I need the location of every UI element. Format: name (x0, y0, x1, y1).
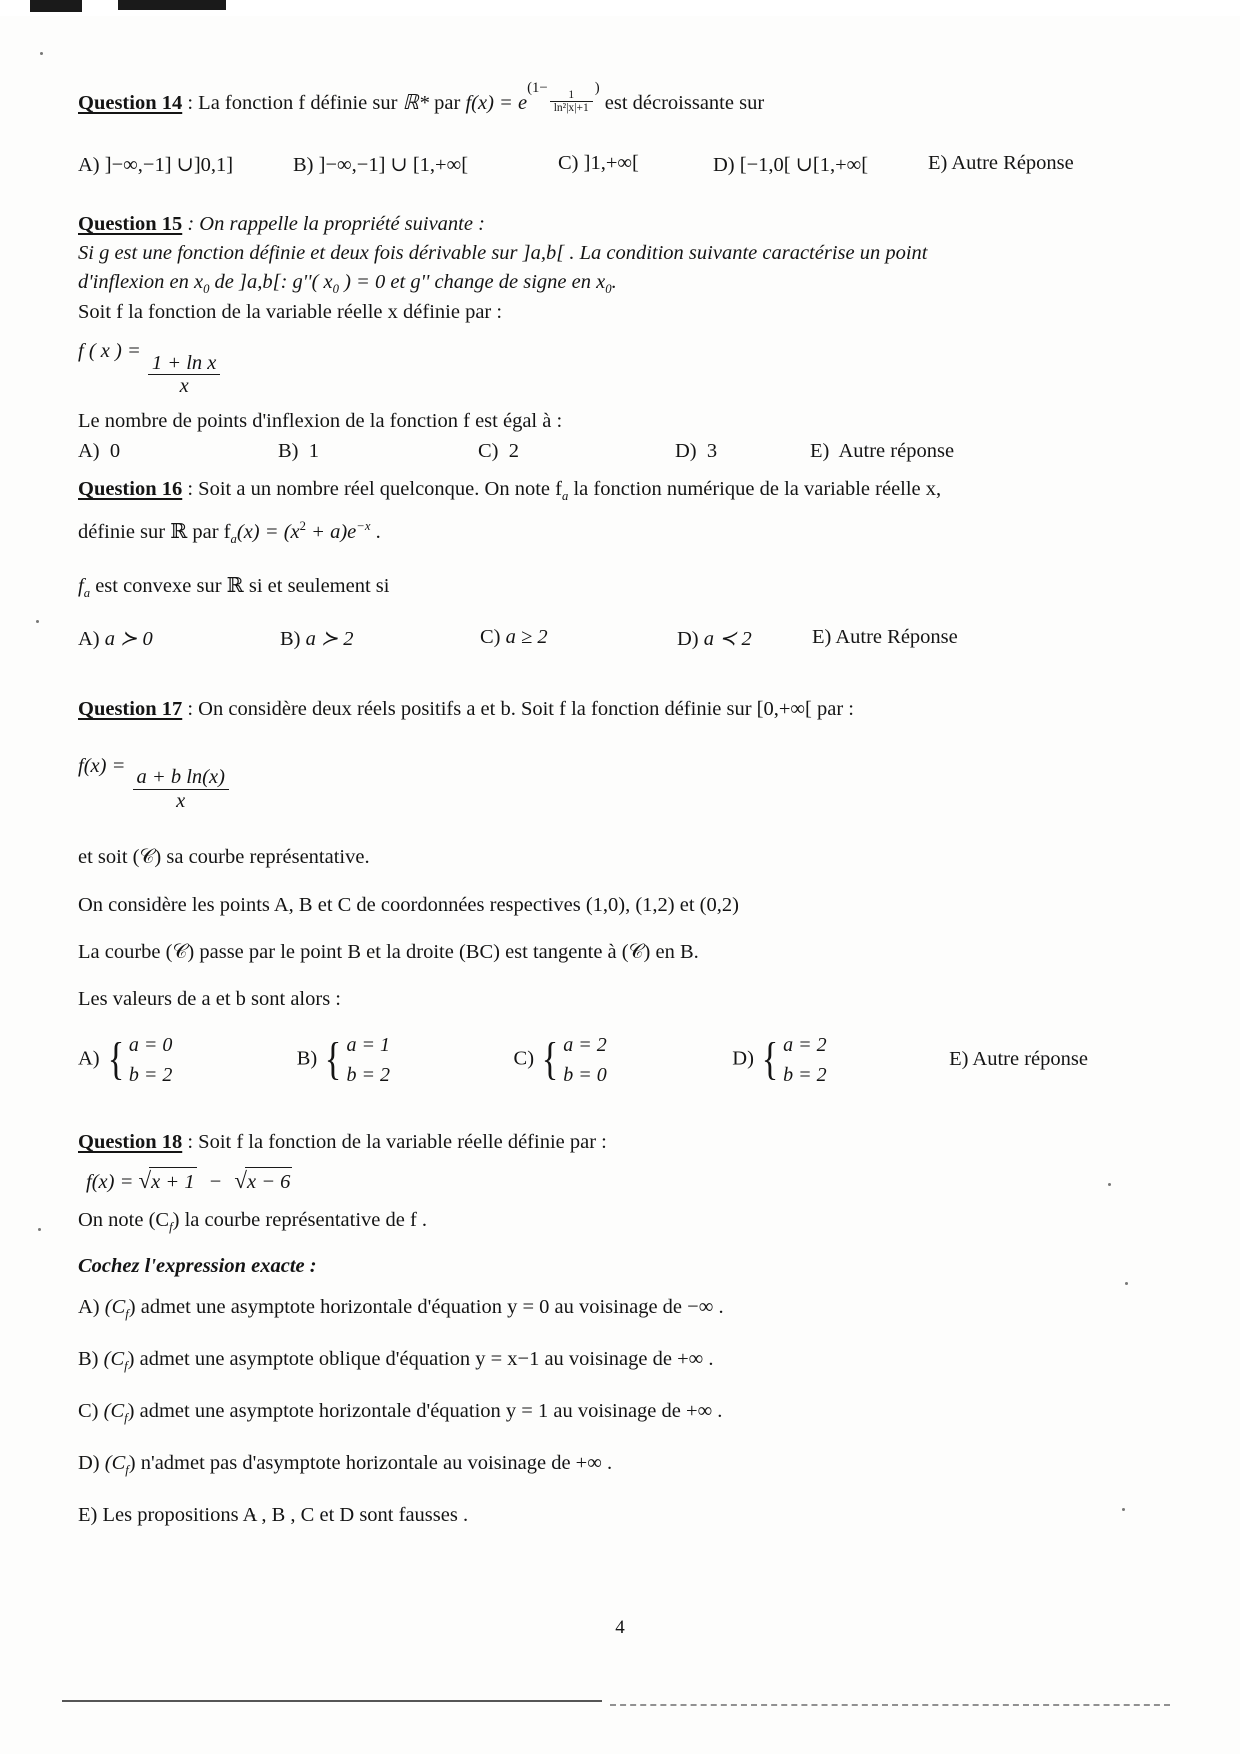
q16-option-c-text: a ≥ 2 (505, 626, 548, 649)
q17-option-d[interactable] (732, 1030, 949, 1090)
q14-exp-open: (1− (527, 80, 548, 96)
q18-option-a-prefix-sub: f (125, 1307, 129, 1322)
q17-formula-lhs: f(x) = (78, 755, 126, 778)
q16-line2-c: + a)e (306, 520, 357, 543)
brace-icon: { (761, 1033, 779, 1085)
q15-formula-fraction (148, 353, 221, 399)
q18-formula (78, 1165, 1088, 1198)
q14-label: Question 14 (78, 91, 183, 114)
scan-corner-mark-right (118, 0, 226, 10)
q16-line3-sub: a (83, 586, 91, 601)
q18-option-b-letter: B) (78, 1348, 99, 1371)
q15-line3-d: . (611, 271, 617, 294)
question-14 (78, 78, 1088, 177)
q17-option-c[interactable] (514, 1030, 733, 1090)
q14-option-c[interactable] (558, 152, 713, 177)
q14-option-e[interactable] (928, 152, 1074, 177)
q14-domain: ℝ* (402, 91, 430, 114)
q15-formula-lhs: f ( x ) = (78, 340, 141, 363)
q17-option-e-letter: E) (949, 1048, 969, 1071)
q18-sqrt-2 (234, 1165, 292, 1198)
q15-option-d[interactable] (675, 440, 810, 463)
q16-line2-b: (x) = (x (236, 520, 300, 543)
q14-option-c-letter: C) (558, 152, 579, 175)
q18-sqrt-1-radicand: x + 1 (149, 1167, 196, 1197)
q17-line-2: et soit (𝒞) sa courbe représentative. (78, 846, 370, 869)
brace-icon: { (325, 1033, 342, 1085)
q18-option-e-text: Les propositions A , B , C et D sont fausses . (102, 1504, 469, 1527)
q15-line-1 (78, 210, 1088, 239)
q18-option-e-letter: E) (78, 1504, 98, 1527)
q15-option-e-text: Autre réponse (838, 439, 955, 462)
q17-option-a-row2: b = 2 (128, 1063, 173, 1086)
q18-option-c[interactable] (78, 1397, 1088, 1427)
q17-line1-text: : On considère deux réels positifs a et b. Soit f la fonction définie sur [0,+∞[ par : (182, 698, 854, 720)
q16-line1-sub: a (561, 489, 569, 504)
q15-option-b-letter: B) (278, 439, 299, 462)
scan-speck (1122, 1508, 1125, 1511)
scan-corner-mark-left (30, 0, 82, 12)
brace-icon: { (541, 1033, 559, 1085)
q16-line2-sup: 2 (299, 519, 306, 534)
q16-option-e-letter: E) (812, 626, 832, 649)
q17-formula-denominator: x (133, 789, 229, 814)
q17-option-e[interactable] (949, 1048, 1088, 1071)
q18-option-a-prefix-b: ) (128, 1295, 136, 1318)
q16-option-c-letter: C) (480, 626, 501, 649)
q16-line-2 (78, 517, 1088, 548)
q14-option-e-letter: E) (928, 152, 948, 175)
brace-icon: { (107, 1033, 125, 1085)
q17-line-1 (78, 695, 1088, 724)
q18-option-d-prefix-a: (C (104, 1452, 126, 1475)
q18-option-d-prefix-b: ) (128, 1452, 136, 1475)
q15-line-5: Le nombre de points d'inflexion de la fonction f est égal à : (78, 409, 563, 432)
q16-line3-a: f (78, 575, 84, 598)
q17-option-d-row1: a = 2 (783, 1033, 827, 1056)
q18-option-c-prefix-b: ) (127, 1400, 135, 1423)
q18-line1-text: : Soit f la fonction de la variable réelle définie par : (182, 1131, 607, 1153)
q18-option-b-prefix-b: ) (127, 1348, 135, 1371)
scan-speck (36, 620, 39, 623)
q14-option-c-text: ]1,+∞[ (583, 152, 639, 175)
q16-label: Question 16 (78, 478, 183, 500)
q18-label: Question 18 (78, 1131, 183, 1153)
q17-option-b-row2: b = 2 (346, 1063, 390, 1086)
q16-line3-b: est convexe sur ℝ si et seulement si (90, 575, 390, 598)
q16-line-1 (78, 475, 1088, 505)
q15-option-c[interactable] (478, 440, 675, 463)
q18-option-d-prefix-sub: f (125, 1463, 129, 1478)
q17-option-a-system (105, 1030, 173, 1090)
q17-option-c-row1: a = 2 (563, 1033, 607, 1056)
q15-line-4: Soit f la fonction de la variable réelle x définie par : (78, 301, 503, 324)
q15-line3-c: ) = 0 et g'' change de signe en x (338, 271, 606, 294)
q14-intro-mid: par (429, 91, 466, 114)
q17-option-a-row1: a = 0 (128, 1033, 173, 1056)
q15-option-a-letter: A) (78, 439, 100, 462)
q18-option-a-prefix-a: (C (104, 1295, 126, 1318)
q16-line2-sup2: −x (356, 519, 371, 534)
q14-exp-denominator: ln²|x|+1 (550, 101, 593, 115)
q16-option-b[interactable] (280, 626, 480, 651)
q15-line-3 (78, 268, 1088, 298)
q18-line-1 (78, 1128, 1088, 1157)
q17-label: Question 17 (78, 698, 183, 720)
q18-sqrt-2-radicand: x − 6 (245, 1167, 292, 1197)
q16-line-3 (78, 572, 1088, 602)
q16-option-a-text: a ≻ 0 (104, 628, 153, 651)
q15-line-2: Si g est une fonction définie et deux fois dérivable sur ]a,b[ . La condition suivante caractérise un point (78, 242, 928, 265)
q14-option-d-letter: D) (713, 154, 735, 177)
q18-option-b-text: admet une asymptote oblique d'équation y = x−1 au voisinage de +∞ . (134, 1348, 714, 1371)
q16-line2-d: . (370, 520, 381, 543)
q18-option-c-text: admet une asymptote horizontale d'équation y = 1 au voisinage de +∞ . (134, 1400, 723, 1423)
q14-option-e-text: Autre Réponse (951, 152, 1074, 175)
q14-options (78, 152, 1088, 177)
q18-option-e[interactable] (78, 1501, 1088, 1530)
question-17 (78, 695, 1088, 1090)
q16-line2-sub: a (230, 532, 237, 547)
q15-option-c-text: 2 (508, 439, 519, 462)
q17-option-d-letter: D) (732, 1047, 754, 1070)
scan-speck (40, 52, 43, 55)
q15-option-e-letter: E) (810, 439, 830, 462)
q14-exp-numerator: 1 (568, 88, 575, 101)
q15-line3-sub2: 0 (332, 282, 339, 297)
q14-option-b-letter: B) (293, 154, 314, 177)
q18-sqrt-1 (139, 1165, 197, 1198)
q16-option-e[interactable] (812, 626, 958, 651)
q18-option-d-text: n'admet pas d'asymptote horizontale au voisinage de +∞ . (135, 1452, 613, 1475)
q17-option-c-row2: b = 0 (563, 1063, 607, 1086)
q15-option-b-text: 1 (308, 439, 319, 462)
q16-option-d-letter: D) (677, 628, 699, 651)
q16-option-a[interactable] (78, 626, 280, 651)
q16-line2-a: définie sur ℝ par f (78, 520, 231, 543)
q17-options (78, 1030, 1088, 1090)
q14-function-lhs: f(x) = e (465, 91, 528, 114)
q14-option-d[interactable] (713, 152, 928, 177)
scan-bottom-border (62, 1700, 602, 1702)
q14-intro-before: : La fonction f définie sur (182, 91, 403, 114)
q15-option-d-text: 3 (706, 439, 718, 462)
q14-option-b-text: ]−∞,−1] ∪ [1,+∞[ (318, 154, 469, 177)
q17-formula-numerator: a + b ln(x) (136, 766, 225, 789)
q18-option-c-prefix-sub: f (124, 1411, 128, 1426)
q17-option-b[interactable] (297, 1030, 514, 1090)
q18-line2-b: ) la courbe représentative de f . (172, 1208, 428, 1231)
radical-icon: √ (234, 1168, 247, 1194)
q17-option-b-row1: a = 1 (346, 1033, 390, 1056)
q15-line1-text: : On rappelle la propriété suivante : (182, 213, 485, 235)
q15-option-c-letter: C) (478, 439, 499, 462)
page-number: 4 (615, 1617, 625, 1638)
q18-formula-minus: − (209, 1171, 222, 1194)
q14-exp-fraction (550, 89, 593, 115)
scan-speck (1125, 1282, 1128, 1285)
q17-line-4: La courbe (𝒞) passe par le point B et la droite (BC) est tangente à (𝒞) en B. (78, 940, 699, 963)
q15-option-b[interactable] (278, 440, 478, 463)
q15-option-a-text: 0 (109, 439, 121, 462)
q14-exponent (527, 78, 600, 115)
q18-option-b[interactable] (78, 1345, 1088, 1375)
q18-option-d-letter: D) (78, 1452, 100, 1475)
q18-option-c-prefix-a: (C (103, 1400, 125, 1423)
q18-option-b-prefix-sub: f (124, 1359, 128, 1374)
q15-formula-denominator: x (148, 374, 221, 399)
q18-option-b-prefix-a: (C (103, 1348, 125, 1371)
q15-label: Question 15 (78, 213, 183, 235)
q15-option-e[interactable] (810, 440, 954, 463)
q17-line-5: Les valeurs de a et b sont alors : (78, 987, 342, 1010)
q17-formula (78, 752, 1088, 813)
q15-line3-a: d'inflexion en x (78, 271, 204, 294)
q14-option-b[interactable] (293, 152, 558, 177)
q16-option-b-text: a ≻ 2 (305, 628, 354, 651)
q15-line3-sub1: 0 (203, 282, 210, 297)
scan-speck (38, 1228, 41, 1231)
q16-option-b-letter: B) (280, 628, 301, 651)
q16-option-e-text: Autre Réponse (835, 626, 958, 649)
q18-option-a[interactable] (78, 1293, 1088, 1323)
q17-option-c-letter: C) (513, 1047, 535, 1070)
q14-statement (78, 78, 1088, 118)
q16-line1-a: : Soit a un nombre réel quelconque. On note f (182, 478, 562, 500)
q18-line2-a: On note (C (78, 1208, 170, 1231)
q14-exp-close: ) (594, 80, 600, 96)
q14-option-d-text: [−1,0[ ∪[1,+∞[ (739, 154, 869, 177)
q17-line-3: On considère les points A, B et C de coordonnées respectives (1,0), (1,2) et (0,2) (78, 893, 739, 916)
q15-line3-sub3: 0 (605, 282, 612, 297)
q17-option-b-system (322, 1030, 390, 1090)
q15-option-a[interactable] (78, 440, 278, 463)
q14-intro-after: est décroissante sur (599, 91, 765, 114)
q15-line3-b: de ]a,b[: g''( x (209, 271, 333, 294)
q17-option-d-row2: b = 2 (783, 1063, 827, 1086)
question-18 (78, 1128, 1088, 1531)
q15-option-d-letter: D) (675, 439, 697, 462)
q14-option-a[interactable] (78, 152, 293, 177)
q17-option-b-letter: B) (296, 1047, 318, 1070)
q15-formula-numerator: 1 + ln x (151, 351, 217, 374)
q17-option-e-text: Autre réponse (972, 1048, 1088, 1071)
q15-options (78, 440, 1088, 463)
q17-option-d-system (759, 1030, 827, 1090)
q16-option-a-letter: A) (78, 628, 100, 651)
scan-speck (1108, 1183, 1111, 1186)
q18-option-d[interactable] (78, 1449, 1088, 1479)
q16-options (78, 626, 1088, 651)
q18-formula-lhs: f(x) = (86, 1171, 134, 1194)
q18-option-a-text: admet une asymptote horizontale d'équation y = 0 au voisinage de −∞ . (135, 1295, 724, 1318)
q18-instruction: Cochez l'expression exacte : (78, 1254, 317, 1277)
question-16 (78, 475, 1088, 651)
q16-line1-b: la fonction numérique de la variable réelle x, (568, 478, 942, 500)
q17-formula-fraction (133, 767, 229, 813)
q17-option-c-system (539, 1030, 607, 1090)
q16-option-c[interactable] (480, 626, 677, 651)
q16-option-d-text: a ≺ 2 (703, 628, 752, 651)
q18-option-c-letter: C) (78, 1400, 99, 1423)
q14-option-a-letter: A) (78, 154, 100, 177)
q14-option-a-text: ]−∞,−1] ∪]0,1] (104, 154, 234, 177)
q18-option-a-letter: A) (78, 1295, 100, 1318)
q15-formula (78, 337, 1088, 398)
q16-option-d[interactable] (677, 626, 812, 651)
scan-bottom-border-dashed (610, 1704, 1170, 1706)
q17-option-a-letter: A) (78, 1047, 100, 1070)
question-15 (78, 210, 1088, 463)
q17-option-a[interactable] (78, 1030, 297, 1090)
q18-line-2 (78, 1206, 1088, 1236)
radical-icon: √ (138, 1168, 152, 1194)
q18-line2-sub: f (169, 1219, 173, 1234)
